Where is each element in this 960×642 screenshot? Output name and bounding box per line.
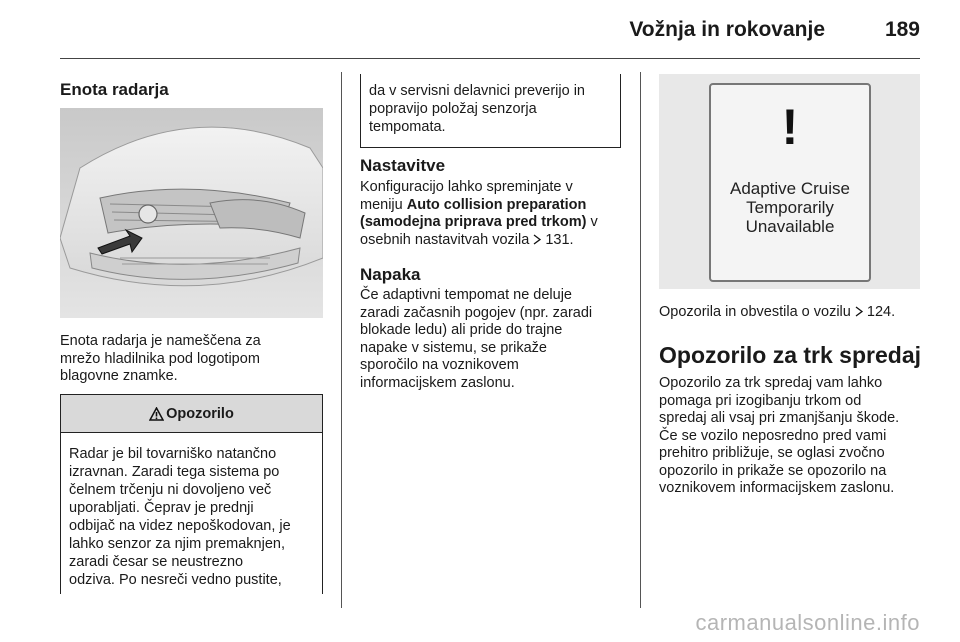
text-line: mrežo hladilnika pod logotipom: [60, 350, 260, 367]
text-line: opozorilo in prikaže se opozorilo na: [659, 462, 887, 479]
text-line: odbijač na videz nepoškodovan, je: [69, 518, 291, 534]
text-line: tempomata.: [369, 119, 446, 135]
text-line: informacijskem zaslonu.: [360, 374, 515, 391]
text-line: zaradi česar se neustrezno: [69, 554, 244, 570]
driver-info-display: [709, 83, 871, 282]
watermark: carmanualsonline.info: [695, 610, 920, 635]
text-line: odziva. Po nesreči vedno pustite,: [69, 572, 282, 588]
page-ref[interactable]: 131.: [541, 231, 574, 248]
forward-collision-paragraph: [659, 375, 899, 498]
menu-name-bold: Auto collision preparation: [406, 196, 587, 213]
text-line: da v servisni delavnici preverijo in: [369, 83, 585, 99]
settings-paragraph: [360, 179, 598, 249]
warning-box-continued: [360, 74, 621, 148]
text-span: Opozorila in obvestila o vozilu: [659, 304, 855, 320]
heading-fault: Napaka: [360, 265, 421, 284]
text-line: Opozorilo za trk spredaj vam lahko: [659, 375, 883, 391]
radar-unit-photo: [60, 108, 323, 318]
menu-name-bold: (samodejna priprava pred trkom): [360, 214, 587, 230]
radar-unit-paragraph: [60, 333, 261, 386]
text-line: uporabljati. Čeprav je prednji: [69, 500, 254, 516]
text-line: Enota radarja je nameščena za: [60, 333, 261, 349]
display-line: Adaptive Cruise: [729, 179, 850, 198]
text-line: blagovne znamke.: [60, 368, 178, 384]
running-header-title: Vožnja in rokovanje: [629, 18, 825, 41]
text-line: Če adaptivni tempomat ne deluje: [360, 287, 572, 303]
text-line: voznikovem informacijskem zaslonu.: [659, 480, 895, 496]
text-line: prehitro približuje, se oglasi zvočno: [659, 445, 885, 461]
text-line: popravijo položaj senzorja: [369, 101, 537, 117]
page-ref[interactable]: 124.: [862, 304, 896, 320]
text-line: čelnem trčenju ni dovoljeno več: [69, 482, 272, 498]
warning-box: [60, 394, 323, 594]
text-line: izravnan. Zaradi tega sistema po: [69, 464, 280, 480]
display-message: [711, 179, 869, 236]
text-line: spredaj ali vsaj pri zmanjšanju škode.: [659, 410, 900, 426]
warning-triangle-icon: [149, 407, 164, 421]
warning-header: [61, 395, 322, 433]
car-front-illustration: [60, 108, 323, 318]
display-caption: [659, 304, 895, 322]
text-span: v: [586, 214, 598, 230]
text-line: blokade ledu) ali pride do trajne: [360, 322, 563, 338]
text-line: Radar je bil tovarniško natančno: [69, 446, 277, 462]
heading-radar-unit: Enota radarja: [60, 80, 169, 99]
exclamation-icon: !: [781, 99, 799, 155]
text-line: Če se vozilo neposredno pred vami: [659, 427, 887, 444]
fault-paragraph: [360, 287, 592, 392]
page-ref-icon: [855, 306, 863, 317]
text-line: zaradi začasnih pogojev (npr. zaradi: [360, 304, 593, 321]
display-line: Unavailable: [745, 217, 835, 236]
column-divider-2: [640, 72, 641, 608]
text-line: pomaga pri izogibanju trkom od: [659, 392, 862, 409]
text-line: [360, 214, 598, 232]
text-line: [360, 197, 598, 215]
heading-settings: Nastavitve: [360, 156, 446, 175]
header-rule: [60, 58, 920, 59]
text-span: meniju: [360, 196, 407, 213]
text-line: lahko senzor za njim premaknjen,: [69, 536, 285, 552]
text-line: sporočilo na voznikovem: [360, 357, 519, 373]
text-line: Konfiguracijo lahko spreminjate v: [360, 179, 573, 195]
column-divider-1: [341, 72, 342, 608]
display-line: Temporarily: [746, 198, 834, 217]
text-line: napake v sistemu, se prikaže: [360, 339, 547, 356]
page-number: 189: [884, 18, 920, 41]
warning-title: Opozorilo: [166, 405, 234, 422]
text-line: [360, 232, 598, 250]
warning-body: [61, 433, 322, 589]
heading-forward-collision-alert: Opozorilo za trk spredaj: [659, 342, 921, 368]
text-span: osebnih nastavitvah vozila: [360, 231, 534, 248]
